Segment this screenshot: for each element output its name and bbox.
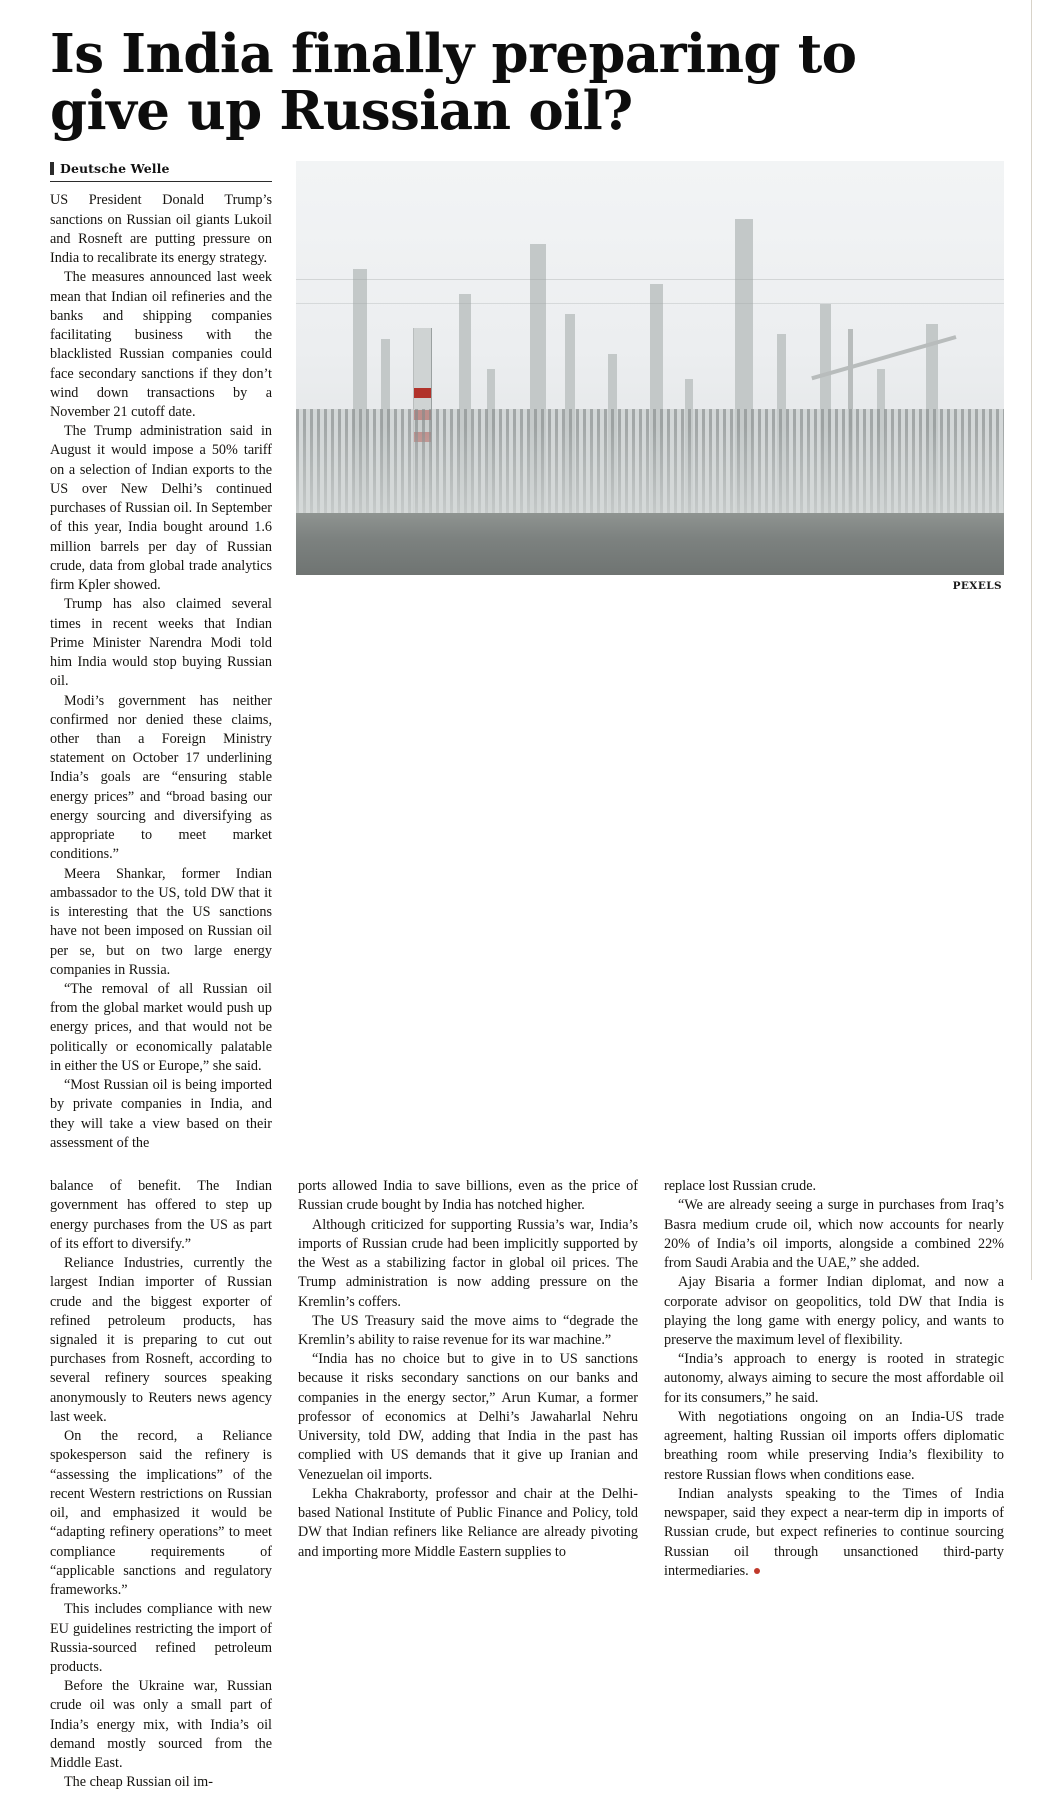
paragraph: “India’s approach to energy is rooted in strategic autonomy, always aiming to secure the most affordable oil for its consumers,” he said. [664,1351,1004,1406]
paragraph: Trump has also claimed several times in recent weeks that Indian Prime Minister Narendra Modi told him India would stop buying Russian oil. [50,596,272,690]
paragraph: Lekha Chakraborty, professor and chair at the Delhi-based National Institute of Public Finance and Policy, told DW that Indian refiners like Reliance are already pivoting and importing more Middle Eastern supplies to [298,1485,638,1560]
photo-ground [296,513,1004,575]
paragraph: With negotiations ongoing on an India-US trade agreement, halting Russian oil imports offers diplomatic breathing room while preserving India’s flexibility to restore Russian flows when conditions ease. [664,1408,1004,1483]
byline-bar-icon [50,162,54,175]
column-3 [664,1177,1004,1793]
paragraph: replace lost Russian crude. [664,1178,817,1195]
paragraph: Meera Shankar, former Indian ambassador to the US, told DW that it is interesting that the US sanctions have not been imposed on Russian oil per se, but on two large energy companies in Russia. [50,865,272,978]
lead-column-text [50,191,272,1153]
paragraph: “The removal of all Russian oil from the global market would push up energy prices, and that would not be politically or economically palatable in either the US or Europe,” she said. [50,981,272,1074]
paragraph: “India has no choice but to give in to US sanctions because it risks secondary sanctions on our banks and companies in the energy sector,” Arun Kumar, a former professor of economics at Delhi’s Jawaharlal Nehru University, told DW, adding that India in the past has complied with US demands that it give up Iranian and Venezuelan oil imports. [298,1351,638,1483]
power-line [296,303,1004,304]
paragraph: The US Treasury said the move aims to “degrade the Kremlin’s ability to raise revenue for its war machine.” [298,1312,638,1348]
paragraph: Reliance Industries, currently the largest Indian importer of Russian crude and the biggest exporter of refined petroleum products, has signaled it is preparing to cut out purchases from Rosneft, according to several refinery sources speaking anonymously to Reuters news agency last week. [50,1255,272,1425]
end-of-article-dot-icon [754,1568,760,1574]
paragraph-text: Indian analysts speaking to the Times of India newspaper, said they expect a near-term dip in imports of Russian crude, but expect refineries to continue sourcing Russian oil through unsanctioned third-party intermediaries. [664,1485,1004,1579]
stack-band [414,388,431,398]
article-photo-wrapper [296,161,1004,593]
lead-section [50,161,1004,1153]
paragraph: Before the Ukraine war, Russian crude oil was only a small part of India’s energy mix, with India’s oil demand mostly sourced from the Middle East. [50,1678,272,1772]
power-line [296,279,1004,280]
byline-source: Deutsche Welle [60,161,170,177]
page-edge-rule [1031,0,1032,1280]
paragraph: US President Donald Trump’s sanctions on Russian oil giants Lukoil and Rosneft are putting pressure on India to recalibrate its energy strategy. [50,192,272,267]
paragraph: This includes compliance with new EU guidelines restricting the import of Russia-sourced refined petroleum products. [50,1601,272,1675]
page-title: Is India finally preparing to give up Russian oil? [50,23,857,142]
paragraph: Although criticized for supporting Russia’s war, India’s imports of Russian crude had been implicitly supported by the West as a stabilizing factor in global oil prices. The Trump administration is now adding pressure on the Kremlin’s coffers. [298,1216,638,1310]
paragraph: The measures announced last week mean that Indian oil refineries and the banks and shipping companies facilitating business with the blacklisted Russian companies could face secondary sanctions if they don’t wind down transactions by a November 21 cutoff date. [50,269,272,420]
paragraph: “We are already seeing a surge in purchases from Iraq’s Basra medium crude oil, which now accounts for nearly 20% of India’s oil imports, alongside a combined 22% from Saudi Arabia and the UAE,” she added. [664,1197,1004,1272]
paragraph: The cheap Russian oil im- [64,1774,213,1791]
paragraph: “Most Russian oil is being imported by private companies in India, and they will take a view based on their assessment of the [50,1077,272,1151]
refinery-photo [296,161,1004,575]
article-columns [50,1177,1004,1793]
paragraph: ports allowed India to save billions, even as the price of Russian crude bought by India has notched higher. [298,1178,638,1214]
paragraph: Modi’s government has neither confirmed nor denied these claims, other than a Foreign Ministry statement on October 17 underlining India’s goals are “ensuring stable energy prices” and “broad basing our energy sourcing and diversifying as appropriate to meet market conditions.” [50,692,272,863]
column-2 [298,1177,638,1793]
paragraph: The Trump administration said in August it would impose a 50% tariff on a selection of Indian exports to the US over New Delhi’s continued purchases of Russian oil. In September of this year, India bought around 1.6 million barrels per day of Russian crude, data from global trade analytics firm Kpler showed. [50,423,272,594]
byline [50,161,272,182]
lead-column [50,161,272,1153]
column-1 [50,1177,272,1793]
paragraph: Ajay Bisaria a former Indian diplomat, and now a corporate advisor on geopolitics, told DW that India is playing the long game with energy policy, and wants to preserve the maximum level of flexibility. [664,1274,1004,1348]
paragraph: balance of benefit. The Indian government has offered to step up energy purchases from the US as part of its effort to diversify.” [50,1178,272,1252]
paragraph: On the record, a Reliance spokesperson said the refinery is “assessing the implications” of the recent Western restrictions on Russian oil, and emphasized it would be “adapting refinery operations” to meet compliance requirements of “applicable sanctions and regulatory frameworks.” [50,1428,272,1599]
photo-credit: PEXELS [952,580,1002,593]
paragraph-final [664,1485,1004,1581]
